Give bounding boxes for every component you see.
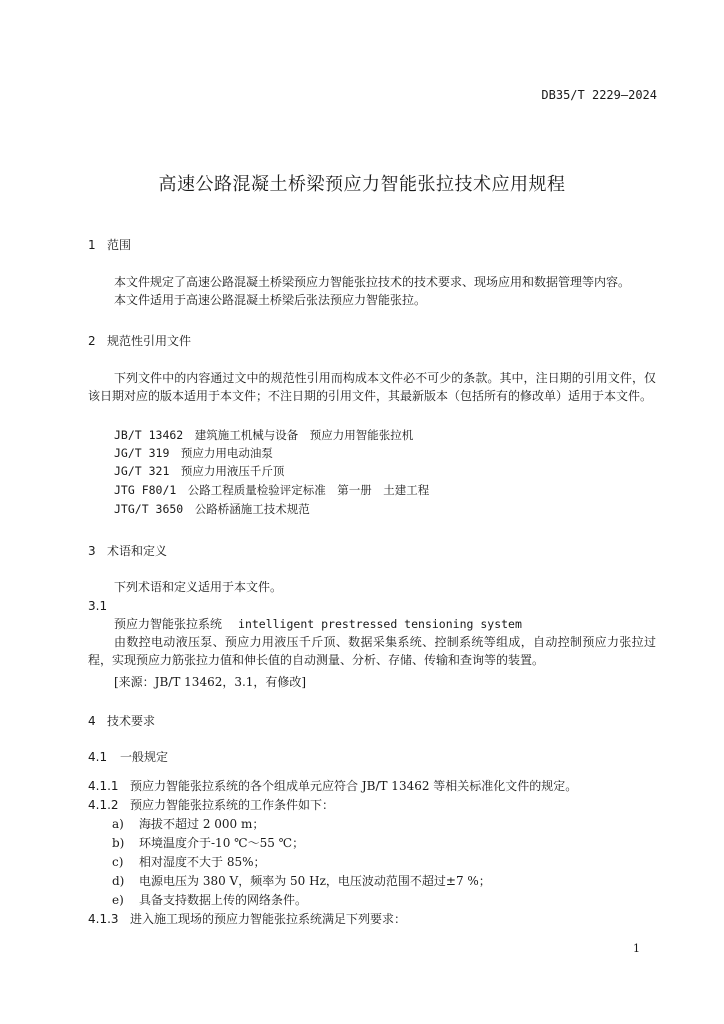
condition-label: d) [112,874,125,888]
clause-text: 进入施工现场的预应力智能张拉系统满足下列要求： [130,912,407,926]
condition-item [112,891,307,909]
clause-text: 预应力智能张拉系统的工作条件如下： [130,798,335,812]
document-title: 高速公路混凝土桥梁预应力智能张拉技术应用规程 [158,174,566,195]
subsection-number: 4.1 [88,750,108,764]
condition-text: 相对湿度不大于 85%； [139,855,266,869]
standard-code: DB35/T 2229—2024 [541,88,657,102]
reference-item: JG/T 321 预应力用液压千斤顶 [114,464,285,478]
clause-4-1-3 [88,910,406,928]
condition-text: 电源电压为 380 V，频率为 50 Hz，电压波动范围不超过±7 %； [139,874,491,888]
clause-4-1-1 [88,777,577,795]
subsection-4-1-heading [88,748,168,765]
condition-label: c) [112,855,124,869]
section-2-heading [88,332,191,349]
section-number: 3 [88,544,96,558]
condition-label: e) [112,893,124,907]
section-number: 4 [88,714,96,728]
term-entry [114,615,522,633]
clause-number: 4.1.2 [88,798,119,812]
condition-item [112,872,491,890]
section-2-intro: 下列文件中的内容通过文中的规范性引用而构成本文件必不可少的条款。其中，注日期的引用文件，仅该日期对应的版本适用于本文件；不注日期的引用文件，其最新版本（包括所有的修改单）适用于本文件。 [88,371,656,403]
section-1-paragraph-1: 本文件规定了高速公路混凝土桥梁预应力智能张拉技术的技术要求、现场应用和数据管理等内容。 [114,275,631,289]
condition-text: 海拔不超过 2 000 m； [139,817,265,831]
term-number: 3.1 [88,599,108,613]
section-title: 术语和定义 [107,544,168,558]
clause-number: 4.1.1 [88,779,119,793]
term-definition: 由数控电动液压泵、预应力用液压千斤顶、数据采集系统、控制系统等组成，自动控制预应力张拉过程，实现预应力筋张拉力值和伸长值的自动测量、分析、存储、传输和查询等的装置。 [88,635,656,667]
page-number: 1 [633,942,640,955]
clause-number: 4.1.3 [88,912,119,926]
section-number: 2 [88,334,96,348]
term-english: intelligent prestressed tensioning system [238,617,522,631]
section-1-heading [88,236,131,253]
reference-item: JG/T 319 预应力用电动油泵 [114,446,273,460]
section-title: 规范性引用文件 [107,334,192,348]
condition-label: b) [112,836,125,850]
section-3-intro: 下列术语和定义适用于本文件。 [114,580,283,594]
subsection-title: 一般规定 [120,750,169,764]
term-source: [来源：JB/T 13462，3.1，有修改] [114,675,307,689]
condition-item [112,815,264,833]
clause-text: 预应力智能张拉系统的各个组成单元应符合 JB/T 13462 等相关标准化文件的规定。 [130,779,578,793]
section-1-paragraph-2: 本文件适用于高速公路混凝土桥梁后张法预应力智能张拉。 [114,293,427,307]
reference-item: JTG F80/1 公路工程质量检验评定标准 第一册 土建工程 [114,483,430,497]
clause-4-1-2 [88,796,334,814]
section-title: 技术要求 [107,714,156,728]
condition-text: 具备支持数据上传的网络条件。 [139,893,308,907]
condition-item [112,853,266,871]
reference-item: JTG/T 3650 公路桥涵施工技术规范 [114,502,310,516]
condition-text: 环境温度介于-10 ℃～55 ℃； [139,836,305,850]
section-3-heading [88,542,167,559]
condition-item [112,834,304,852]
reference-item: JB/T 13462 建筑施工机械与设备 预应力用智能张拉机 [114,428,414,442]
condition-label: a) [112,817,124,831]
section-number: 1 [88,238,96,252]
term-chinese: 预应力智能张拉系统 [114,617,223,631]
section-title: 范围 [107,238,132,252]
section-4-heading [88,712,155,729]
